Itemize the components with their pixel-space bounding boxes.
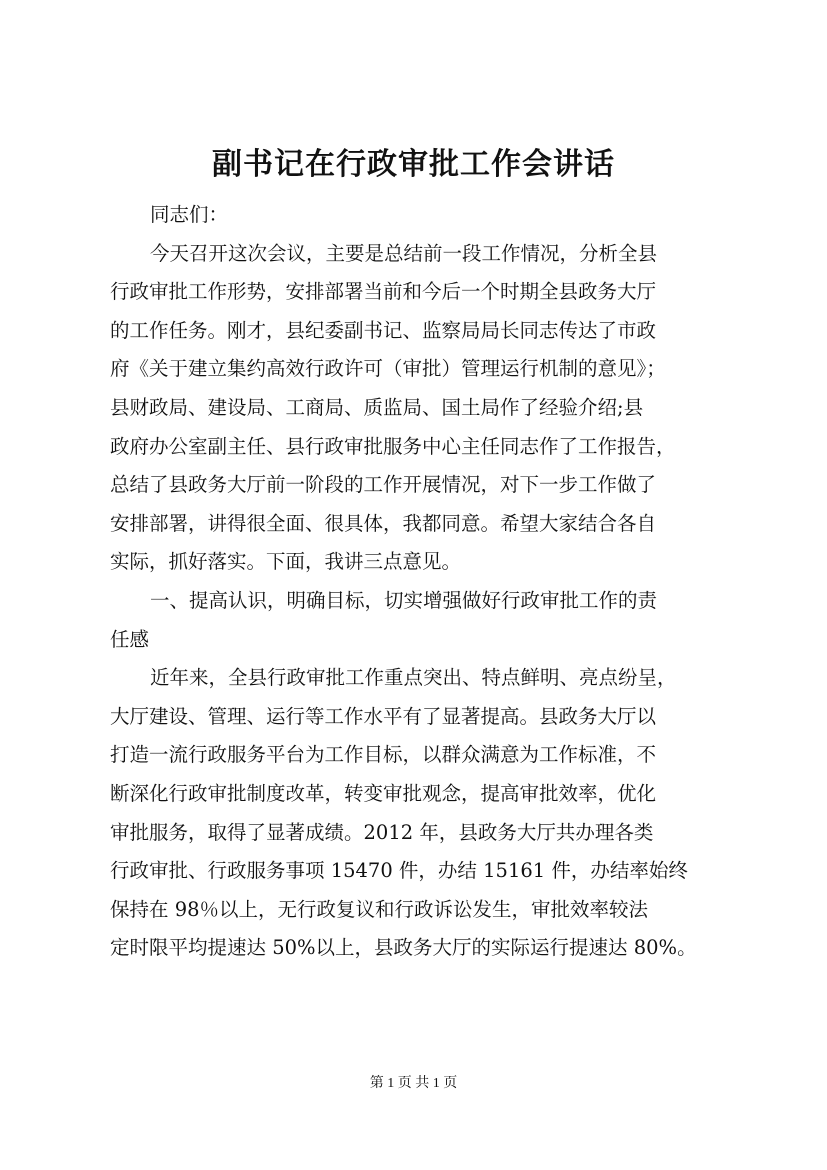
text-line: 今天召开这次会议，主要是总结前一段工作情况，分析全县 [150,241,658,265]
text-line: 县财政局、建设局、工商局、质监局、国土局作了经验介绍;县 [110,395,644,419]
text-line: 总结了县政务大厅前一阶段的工作开展情况，对下一步工作做了 [110,473,657,497]
text-line: 审批服务，取得了显著成绩。2012 年，县政务大厅共办理各类 [110,820,654,844]
text-line: 定时限平均提速达 50%以上，县政务大厅的实际运行提速达 80%。 [110,936,697,960]
text-line: 行政审批工作形势，安排部署当前和今后一个时期全县政务大厅 [110,280,657,304]
text-line: 任感 [110,627,150,651]
text-line: 同志们： [150,203,229,226]
text-line: 近年来，全县行政审批工作重点突出、特点鲜明、亮点纷呈， [150,666,677,690]
text-line: 大厅建设、管理、运行等工作水平有了显著提高。县政务大厅以 [110,704,657,728]
text-line: 一、提高认识，明确目标，切实增强做好行政审批工作的责 [150,588,658,612]
document-title: 副书记在行政审批工作会讲话 [212,147,615,182]
text-line: 府《关于建立集约高效行政许可（审批）管理运行机制的意见》； [110,357,666,381]
text-line: 政府办公室副主任、县行政审批服务中心主任同志作了工作报告， [110,434,676,458]
text-line: 行政审批、行政服务事项 15470 件，办结 15161 件，办结率始终 [110,859,688,883]
text-line: 保持在 98％以上，无行政复议和行政诉讼发生，审批效率较法 [110,897,649,921]
text-line: 断深化行政审批制度改革，转变审批观念，提高审批效率，优化 [110,781,657,805]
text-line: 打造一流行政服务平台为工作目标，以群众满意为工作标准，不 [110,743,657,767]
text-line: 安排部署，讲得很全面、很具体，我都同意。希望大家结合各自 [110,511,657,535]
text-line: 实际，抓好落实。下面，我讲三点意见。 [110,550,462,574]
document-body [110,196,750,968]
page-number-footer: 第 1 页 共 1 页 [369,1076,458,1091]
text-line: 的工作任务。刚才，县纪委副书记、监察局局长同志传达了市政 [110,318,657,342]
